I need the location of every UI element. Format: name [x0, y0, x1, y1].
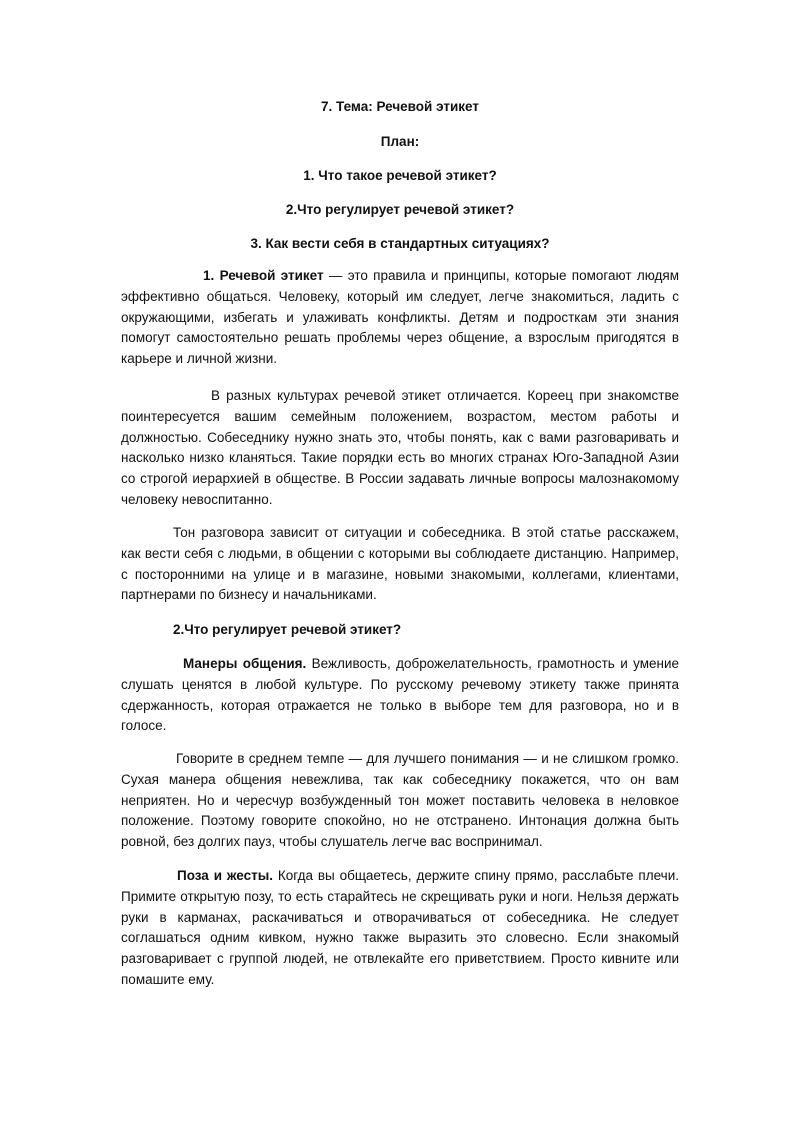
paragraph-definition — [121, 266, 679, 370]
definition-term: 1. Речевой этикет — [203, 268, 324, 283]
plan-heading: План: — [380, 134, 420, 149]
paragraph-tone: Тон разговора зависит от ситуации и собеседника. В этой статье расскажем, как вести себя с людьми, в общении с которыми вы соблюдаете дистанцию. Например, с посторонними на улице и в магазине, новыми знакомыми, коллегами, клиентами, партнерами по бизнесу и начальниками. — [121, 525, 679, 603]
paragraph-tempo: Говорите в среднем темпе — для лучшего понимания — и не слишком громко. Сухая манера общения невежлива, так как собеседнику покажется, что он вам неприятен. Но и чересчур возбужденный тон может поставить человека в неловкое положение. Поэтому говорите спокойно, но не отстранено. Интонация должна быть ровной, без долгих пауз, чтобы слушатель легче вас воспринимал. — [121, 751, 679, 850]
paragraph-cultures: В разных культурах речевой этикет отличается. Кореец при знакомстве поинтересуется вашим семейным положением, возрастом, местом работы и должностью. Собеседнику нужно знать это, чтобы понять, как с вами разговаривать и насколько низко кланяться. Такие порядки есть во многих странах Юго-Западной Азии со строгой иерархией в обществе. В России задавать личные вопросы малознакомому человеку невоспитанно. — [121, 388, 679, 507]
pose-text: Когда вы общаетесь, держите спину прямо, расслабьте плечи. Примите открытую позу, то есть старайтесь не скрещивать руки и ноги. Нельзя держать руки в карманах, раскачиваться и отворачиваться от собеседника. Не следует соглашаться одним кивком, нужно также выразить это словесно. Если знакомый разговаривает с группой людей, не отвлекайте его приветствием. Просто кивните или помашите ему. — [121, 868, 679, 987]
plan-item-2: 2.Что регулирует речевой этикет? — [285, 202, 515, 217]
pose-term: Поза и жесты. — [177, 868, 273, 883]
section-2-heading: 2.Что регулирует речевой этикет? — [173, 622, 402, 637]
manners-text: Вежливость, доброжелательность, грамотность и умение слушать ценятся в любой культуре. По русскому речевому этикету также принята сдержанность, которая отражается не только в выборе тем для разговора, но и в голосе. — [121, 656, 680, 734]
plan-item-3: 3. Как вести себя в стандартных ситуациях? — [250, 236, 550, 251]
definition-text: — это правила и принципы, которые помогают людям эффективно общаться. Человеку, который им следует, легче знакомиться, ладить с окружающими, избегать и улаживать конфликты. Детям и подросткам эти знания помогут самостоятельно решать проблемы через общение, а взрослым пригодятся в карьере и личной жизни. — [121, 268, 679, 367]
page-title: 7. Тема: Речевой этикет — [321, 99, 479, 114]
paragraph-manners — [121, 654, 679, 737]
manners-term: Манеры общения. — [183, 656, 307, 671]
paragraph-pose — [121, 866, 679, 991]
plan-item-1: 1. Что такое речевой этикет? — [303, 168, 497, 183]
